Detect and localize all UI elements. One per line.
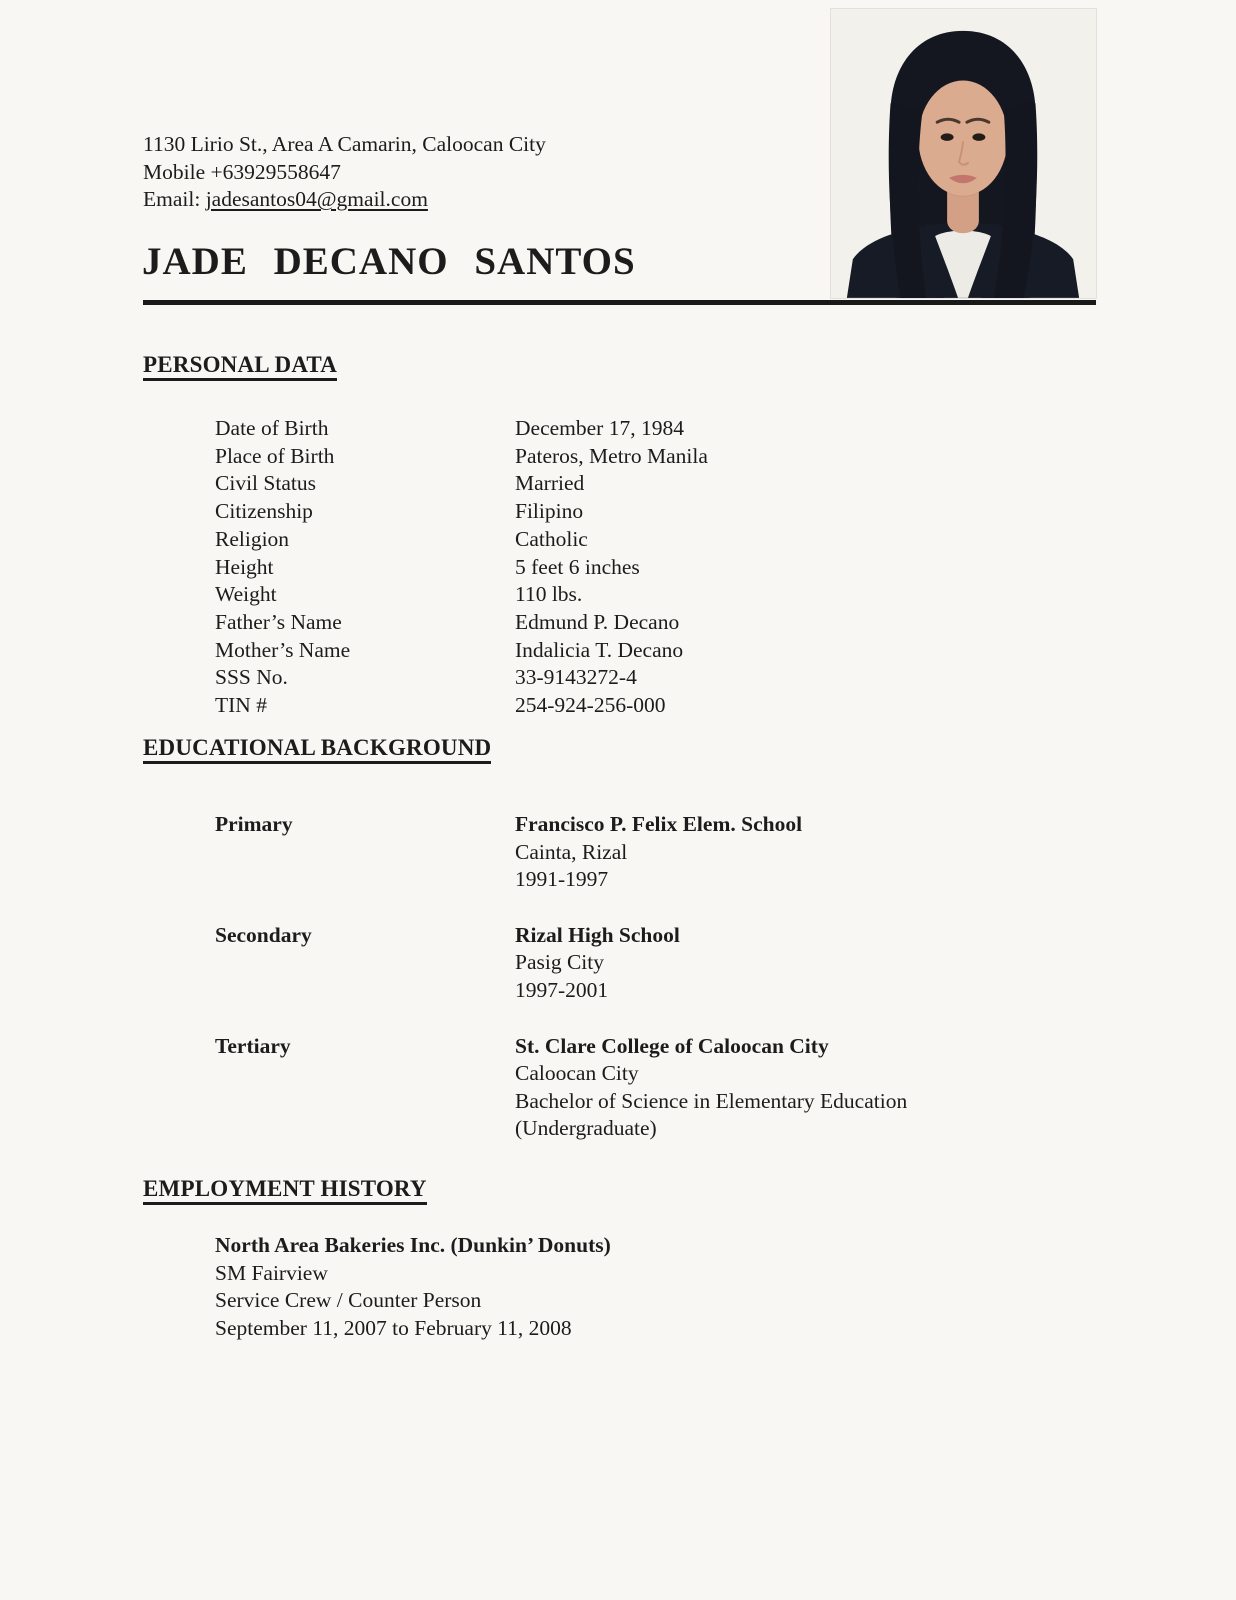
education-line: 1991-1997 — [515, 867, 609, 892]
education-entry — [215, 1033, 907, 1143]
personal-data-row — [215, 470, 708, 498]
education-detail — [515, 1033, 907, 1143]
personal-data-label: Citizenship — [215, 499, 313, 524]
personal-data-value: December 17, 1984 — [515, 416, 684, 440]
education-level: Tertiary — [215, 1033, 291, 1058]
education-entry — [215, 922, 907, 1005]
email-link[interactable]: jadesantos04@gmail.com — [205, 187, 428, 212]
education-entry — [215, 811, 907, 894]
education-line: 1997-2001 — [515, 977, 609, 1002]
contact-email-line — [143, 186, 546, 214]
section-personal-data — [143, 352, 708, 720]
education-line: Caloocan City — [515, 1061, 639, 1086]
personal-data-row — [215, 581, 708, 609]
personal-data-label: Father’s Name — [215, 609, 342, 634]
applicant-name: JADE DECANO SANTOS — [142, 240, 636, 283]
personal-data-value: Filipino — [515, 499, 584, 524]
education-school: Rizal High School — [515, 922, 680, 947]
section-educational-background — [143, 735, 907, 1171]
personal-data-label: Place of Birth — [215, 443, 335, 468]
personal-data-label: Weight — [215, 582, 277, 607]
personal-data-value: Married — [515, 471, 585, 496]
employment-entries — [215, 1232, 611, 1342]
employment-company: North Area Bakeries Inc. (Dunkin’ Donuts) — [215, 1233, 611, 1257]
personal-data-value: 110 lbs. — [515, 582, 583, 607]
employment-line: Service Crew / Counter Person — [215, 1288, 482, 1313]
contact-mobile: Mobile +63929558647 — [143, 159, 341, 184]
educational-background-title: EDUCATIONAL BACKGROUND — [143, 735, 491, 764]
education-level: Primary — [215, 812, 293, 836]
education-line: (Undergraduate) — [515, 1116, 657, 1141]
education-detail — [515, 922, 680, 1005]
personal-data-table — [215, 415, 708, 720]
employment-history-title: EMPLOYMENT HISTORY — [143, 1176, 427, 1205]
personal-data-row — [215, 609, 708, 637]
applicant-id-photo — [830, 8, 1097, 299]
education-school: St. Clare College of Caloocan City — [515, 1033, 829, 1058]
personal-data-value: 33-9143272-4 — [515, 665, 637, 690]
contact-email-label: Email: — [143, 187, 201, 212]
personal-data-label: Date of Birth — [215, 416, 329, 440]
personal-data-row — [215, 554, 708, 582]
personal-data-value: Edmund P. Decano — [515, 609, 680, 634]
header-rule — [143, 300, 1096, 305]
section-employment-history — [143, 1176, 611, 1342]
employment-line: September 11, 2007 to February 11, 2008 — [215, 1315, 572, 1340]
personal-data-row — [215, 664, 708, 692]
contact-address: 1130 Lirio St., Area A Camarin, Caloocan City — [143, 132, 546, 156]
personal-data-row — [215, 443, 708, 471]
personal-data-value: 254-924-256-000 — [515, 693, 666, 718]
education-level: Secondary — [215, 922, 312, 947]
personal-data-row — [215, 692, 708, 720]
personal-data-value: Pateros, Metro Manila — [515, 443, 708, 468]
education-detail — [515, 811, 802, 894]
personal-data-label: SSS No. — [215, 665, 288, 690]
employment-entry — [215, 1232, 611, 1342]
personal-data-label: Height — [215, 554, 274, 579]
personal-data-value: Catholic — [515, 526, 588, 551]
education-line: Pasig City — [515, 950, 605, 975]
personal-data-row — [215, 637, 708, 665]
education-entries — [215, 811, 907, 1143]
personal-data-value: 5 feet 6 inches — [515, 554, 640, 579]
personal-data-label: Mother’s Name — [215, 637, 351, 662]
contact-block — [143, 131, 546, 214]
personal-data-label: Religion — [215, 526, 290, 551]
personal-data-row — [215, 526, 708, 554]
personal-data-label: Civil Status — [215, 471, 316, 496]
employment-line: SM Fairview — [215, 1260, 328, 1285]
personal-data-row — [215, 498, 708, 526]
personal-data-title: PERSONAL DATA — [143, 352, 337, 381]
personal-data-label: TIN # — [215, 693, 267, 718]
education-school: Francisco P. Felix Elem. School — [515, 812, 803, 836]
education-line: Cainta, Rizal — [515, 839, 628, 864]
personal-data-row — [215, 415, 708, 443]
education-line: Bachelor of Science in Elementary Education — [515, 1088, 908, 1113]
personal-data-value: Indalicia T. Decano — [515, 637, 684, 662]
